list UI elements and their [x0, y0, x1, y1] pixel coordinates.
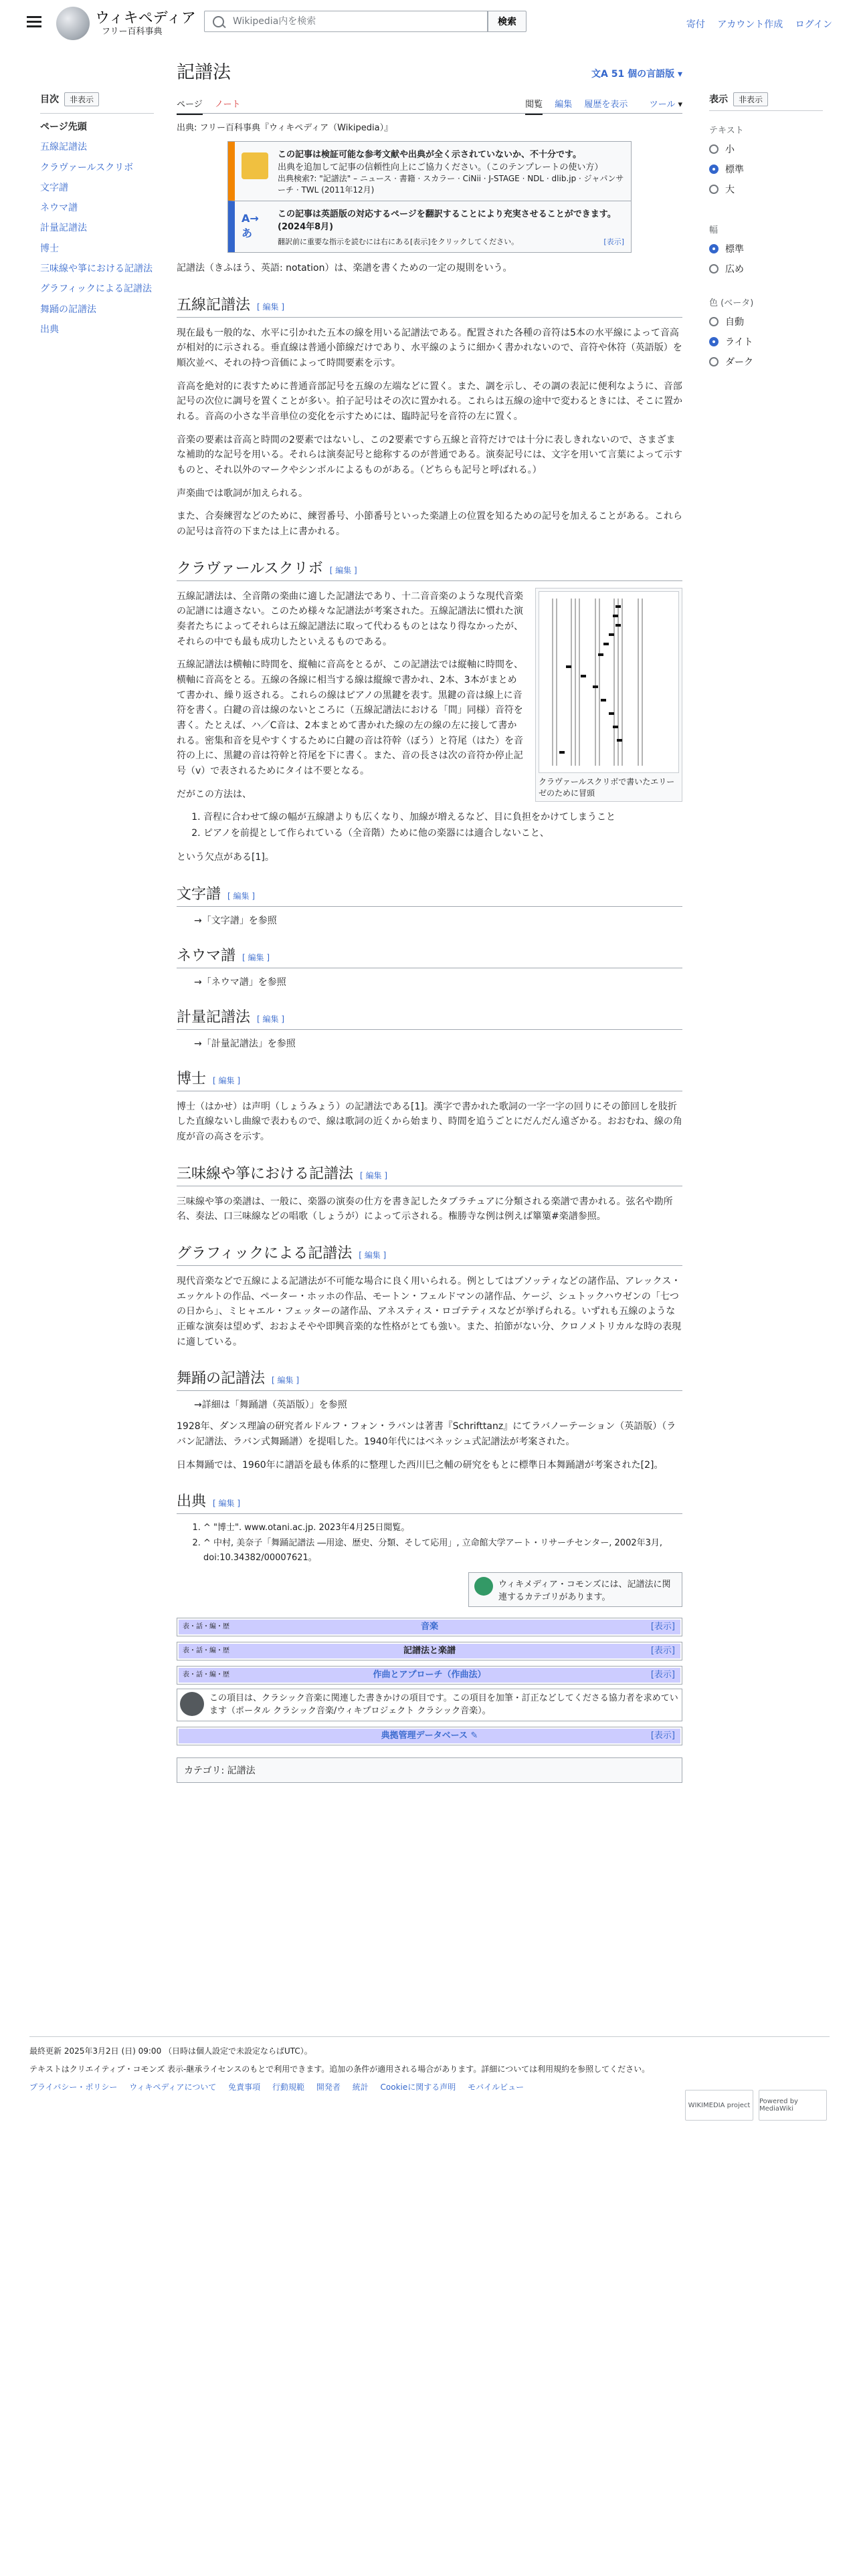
stub-text: この項目は、クラシック音楽に関連した書きかけの項目です。この項目を加筆・訂正などしてくださる協力者を求めています（ポータル クラシック音楽/ウィキプロジェクト クラシック音楽）。 [209, 1693, 678, 1717]
paragraph: 音楽の要素は音高と時間の2要素ではないし、この2要素ですら五線と音符だけでは十分に表しきれないので、さまざまな補助的な記号を用いる。それらは演奏記号と総称するのが普通である。演奏記号には、文字を用いて言葉によって示すものと、それ以外のマークやシンボルによるものがある。（どちらも記号と呼ばれる。） [177, 434, 682, 476]
edit-link[interactable]: [ 編集 ] [257, 1014, 285, 1024]
ambox-title: この記事は検証可能な参考文献や出典が全く示されていないか、不十分です。 [278, 150, 581, 160]
section-heading: 出典 [ 編集 ] [177, 1490, 682, 1514]
mediawiki-badge[interactable]: Powered by MediaWiki [759, 2090, 827, 2121]
paragraph: 音高を絶対的に表すために普通音部記号を五線の左端などに置く。また、調を示し、その調の表記に便利なように、音部記号の次位に調号を置くことが多い。拍子記号はその次に置かれる。これらは五線の途中で変わるときには、そこに置かれる。音高の小さな半音単位の変化を示すためには、臨時記号を音符の左に置く。 [177, 381, 682, 423]
radio-icon [709, 357, 719, 366]
authority-control [177, 1727, 682, 1745]
score-image[interactable] [539, 591, 679, 773]
list-item: 1. 音程に合わせて線の幅が五線譜よりも広くなり、加線が増えるなど、目に負担をかけてしまうこと [203, 810, 682, 826]
tab-page[interactable]: ページ [177, 100, 203, 115]
intro-paragraph: 記譜法（きふほう、英語: notation）は、楽譜を書くための一定の規則をいう。 [177, 263, 512, 274]
edit-link[interactable]: [ 編集 ] [213, 1499, 241, 1509]
appearance-heading: 表示 非表示 [709, 92, 823, 111]
composer-icon [180, 1692, 204, 1716]
section-heading: 舞踊の記譜法 [ 編集 ] [177, 1367, 682, 1391]
edit-link[interactable]: [ 編集 ] [359, 1251, 387, 1261]
ambox-title: この記事は英語版の対応するページを翻訳することにより充実させることができます。(2024年8月) [278, 209, 616, 232]
ambox-body: 出典を追加して記事の信頼性向上にご協力ください。（このテンプレートの使い方） [278, 163, 603, 173]
edit-link[interactable]: [ 編集 ] [329, 565, 357, 575]
category-box[interactable]: カテゴリ: 記譜法 [177, 1757, 682, 1783]
figure [535, 588, 682, 802]
radio-icon [709, 317, 719, 326]
width-standard[interactable]: 標準 [709, 242, 823, 255]
color-auto[interactable]: 自動 [709, 315, 823, 328]
radio-selected-icon [709, 165, 719, 174]
tab-edit[interactable]: 編集 [555, 100, 573, 110]
list [190, 810, 682, 842]
toc-item[interactable]: 舞踊の記譜法 [40, 304, 96, 315]
paragraph: 現在最も一般的な、水平に引かれた五本の線を用いる記譜法である。配置された各種の音符は5本の水平線によって音高が相対的に示される。垂直線は普通小節線だけであり、水平線のように細かく書かれないので、音符や休符（英語版）を順次並べ、それの持つ音価によって時間要素を示す。 [177, 327, 682, 369]
footer [29, 2036, 830, 2113]
figure-caption: クラヴァールスクリボで書いたエリーゼのために冒頭 [539, 776, 675, 798]
width-wide[interactable]: 広め [709, 262, 823, 276]
paragraph: という欠点がある[1]。 [177, 852, 274, 863]
divider [40, 113, 154, 114]
logo-title[interactable]: ウィキペディア [95, 10, 196, 27]
translate-icon: 文A [591, 69, 611, 80]
section-heading: ネウマ譜 [ 編集 ] [177, 944, 682, 968]
maintenance-box [227, 141, 632, 253]
paragraph: 五線記譜法は横軸に時間を、縦軸に音高をとるが、この記譜法では縦軸に時間を、横軸に音高をとる。五線の各線に相当する線は縦線で書かれ、2本、3本がまとめて書かれ、繰り返される。これらの線はピアノの黒鍵を表す。黒鍵の音は線上に音符を書く。白鍵の音は線のないところに（五線記譜法における「間」同様）音符を書く。たとえば、ハ／C音は、2本まとめて書かれた線の左の線の左に接して書かれる。密集和音を見やすくするために白鍵の音は符幹（ぼう）と符尾（はた）を音符の上に、黒鍵の音は符幹と符尾を下に書く。また、音の長さは次の音符か停止記号（v）で表されるためにタイは不要となる。 [177, 659, 523, 777]
toc-item[interactable]: グラフィックによる記譜法 [40, 284, 152, 295]
toc-item[interactable]: 計量記譜法 [40, 223, 87, 234]
reference-item: 2. ^ 中村, 美奈子「舞踊記譜法 ―用途、歴史、分類、そして応用」, 立命館大学アート・リサーチセンター, 2002年3月, doi:10.34382/00007621。 [203, 1536, 682, 1566]
user-links [677, 17, 832, 31]
toc-item[interactable]: 三味線や箏における記譜法 [40, 263, 153, 275]
toc-hide-button[interactable]: 非表示 [64, 92, 99, 106]
footer-link[interactable]: 行動規範 [272, 2082, 305, 2092]
last-edit: 最終更新 2025年3月2日 (日) 09:00 （日時は個人設定で未設定ならばUTC）。 [29, 2036, 830, 2056]
section-heading: クラヴァールスクリボ [ 編集 ] [177, 557, 682, 581]
toc-item-top[interactable]: ページ先頭 [40, 122, 87, 132]
toc-item[interactable]: クラヴァールスクリボ [40, 162, 134, 173]
see-also[interactable]: →「文字譜」を参照 [194, 915, 277, 926]
navbox [177, 1642, 682, 1660]
toc-item[interactable]: 博士 [40, 243, 59, 254]
text-size-small[interactable]: 小 [709, 142, 823, 156]
commons-text[interactable]: ウィキメディア・コモンズには、記譜法に関連するカテゴリがあります。 [498, 1579, 671, 1602]
section-heading: 計量記譜法 [ 編集 ] [177, 1006, 682, 1030]
paragraph: 現代音楽などで五線による記譜法が不可能な場合に良く用いられる。例としてはブソッティなどの諸作品、アレックス・エッケルトの作品、ペーター・ホッホの作品、モートン・フェルドマンの諸作品、ケージ、シュトックハウゼンの「七つの日から」、ミヒャエル・フェッターの諸作品、アネスティス・ロゴテティスなどが挙げられる。いずれも五線のような正確な演奏は望めず、おおよそやや即興音楽的な性格がとても強い。また、拍節がない分、クロノメトリカルな時の表現に適している。 [177, 1276, 682, 1348]
section-heading: 博士 [ 編集 ] [177, 1067, 682, 1091]
site-header [0, 0, 859, 45]
paragraph: 博士（はかせ）は声明（しょうみょう）の記譜法である[1]。漢字で書かれた歌詞の一字一字の回りにその節回しを肢折した直線ないし曲線で表わもので、線は歌詞の近くから始まり、時間を追うごとにだんだん遠ざかる。おおむね、線の角度が音の高さを示す。 [177, 1101, 682, 1143]
translate-icon: A→あ [242, 212, 259, 239]
paragraph: だがこの方法は、 [177, 788, 252, 800]
navbox-header[interactable]: 表・話・編・歴 作曲とアプローチ（作曲法） [表示] [179, 1668, 680, 1683]
tab-read[interactable]: 閲覧 [525, 100, 543, 115]
wikipedia-logo-icon[interactable] [56, 7, 90, 40]
color-light[interactable]: ライト [709, 335, 823, 348]
toc-item[interactable]: 五線記譜法 [40, 142, 87, 153]
footer-link[interactable]: Cookieに関する声明 [380, 2082, 456, 2092]
toc-item[interactable]: 文字譜 [40, 182, 68, 193]
edit-link[interactable]: [ 編集 ] [272, 1376, 300, 1386]
navbox [177, 1618, 682, 1636]
tab-tools[interactable]: ツール ▾ [649, 100, 682, 110]
page-tabs [177, 93, 682, 114]
text-size-label: テキスト [709, 126, 744, 136]
source-line: 出典: フリー百科事典『ウィキペディア（Wikipedia）』 [177, 123, 393, 133]
see-also[interactable]: →「計量記譜法」を参照 [194, 1038, 296, 1049]
section-heading: 五線記譜法 [ 編集 ] [177, 294, 682, 318]
list-item: 2. ピアノを前提として作られている（全音階）ために他の楽器には適合しないこと、 [203, 826, 682, 842]
show-toggle[interactable]: [表示] [603, 237, 624, 246]
text-size-large[interactable]: 大 [709, 183, 823, 196]
search-icon [213, 16, 224, 27]
paragraph: また、合奏練習などのために、練習番号、小節番号といった楽譜上の位置を知るための記号を加えることがある。これらの記号は音符の下または上に書かれる。 [177, 511, 682, 538]
reference-item: 1. ^ "博士". www.otani.ac.jp. 2023年4月25日閲覧。 [203, 1521, 682, 1535]
footer-link[interactable]: プライバシー・ポリシー [29, 2082, 118, 2092]
toc-heading: 目次 非表示 [40, 92, 154, 106]
article [177, 58, 682, 1783]
create-account-link[interactable]: アカウント作成 [717, 19, 783, 30]
edit-link[interactable]: [ 編集 ] [360, 1170, 388, 1180]
login-link[interactable]: ログイン [795, 19, 832, 30]
commons-logo-icon [474, 1577, 493, 1596]
section-heading: グラフィックによる記譜法 [ 編集 ] [177, 1242, 682, 1266]
appearance-hide-button[interactable]: 非表示 [733, 92, 768, 106]
wikimedia-badge[interactable]: WIKIMEDIA project [685, 2090, 753, 2121]
radio-icon [709, 144, 719, 154]
tab-history[interactable]: 履歴を表示 [584, 100, 628, 110]
see-also[interactable]: →「ネウマ譜」を参照 [194, 976, 286, 988]
ambox-search: 出典検索?: "記譜法" – ニュース · 書籍 · スカラー · CiNii · J-STAGE · NDL · dlib.jp · ジャパンサーチ · TWL (2011年12月) [278, 174, 624, 195]
donate-link[interactable]: 寄付 [686, 19, 705, 30]
appearance-panel [709, 92, 823, 368]
logo-subtitle: フリー百科事典 [102, 27, 163, 37]
width-label: 幅 [709, 225, 719, 235]
navbox-header[interactable]: 典拠管理データベース ✎ [表示] [179, 1729, 680, 1743]
see-also[interactable]: →詳細は「舞踊譜（英語版）」を参照 [194, 1400, 347, 1411]
table-of-contents [40, 92, 154, 336]
radio-selected-icon [709, 337, 719, 346]
radio-selected-icon [709, 244, 719, 253]
section-heading: 文字譜 [ 編集 ] [177, 883, 682, 907]
ambox-body: 翻訳前に重要な指示を読むには右にある[表示]をクリックしてください。 [278, 237, 519, 246]
book-icon [242, 152, 268, 179]
edit-link[interactable]: [ 編集 ] [257, 302, 285, 312]
paragraph: 1928年、ダンス理論の研究者ルドルフ・フォン・ラバンは著書『Schrifttanz』にてラバノーテーション（英語版）（ラバン記譜法、ラバン式舞踊譜）を提唱した。1940年代にはベネッシュ式記譜法が考案された。 [177, 1421, 676, 1448]
tab-talk[interactable]: ノート [214, 100, 241, 110]
radio-icon [709, 185, 719, 194]
menu-icon[interactable] [27, 16, 41, 30]
search-button[interactable]: 検索 [488, 11, 527, 32]
color-dark[interactable]: ダーク [709, 355, 823, 368]
license-text: テキストはクリエイティブ・コモンズ 表示-継承ライセンスのもとで利用できます。追加の条件が適用される場合があります。詳細については利用規約を参照してください。 [29, 2064, 650, 2074]
navbox-header[interactable]: 表・話・編・歴 音楽 [表示] [179, 1620, 680, 1634]
paragraph: 声楽曲では歌詞が加えられる。 [177, 488, 308, 499]
radio-icon [709, 264, 719, 274]
navbox [177, 1666, 682, 1685]
commons-box [468, 1572, 682, 1607]
references [190, 1521, 682, 1565]
footer-link[interactable]: 免責事項 [228, 2082, 261, 2092]
page-title: 記譜法 [177, 62, 231, 83]
search-input[interactable] [231, 11, 475, 31]
edit-link[interactable]: [ 編集 ] [242, 952, 270, 962]
section-heading: 三味線や箏における記譜法 [ 編集 ] [177, 1162, 682, 1186]
stub-box [177, 1689, 682, 1721]
paragraph: 日本舞踊では、1960年に譜語を最も体系的に整理した西川巳之輔の研究をもとに標準日本舞踊譜が考案された[2]。 [177, 1459, 664, 1471]
language-button[interactable]: 文A 51 個の言語版 ▾ [591, 69, 682, 80]
footer-link[interactable]: モバイルビュー [468, 2082, 524, 2092]
footer-link[interactable]: 開発者 [316, 2082, 341, 2092]
edit-link[interactable]: [ 編集 ] [227, 891, 256, 901]
footer-link[interactable]: 統計 [352, 2082, 369, 2092]
footer-link[interactable]: ウィキペディアについて [129, 2082, 217, 2092]
navbox-header[interactable]: 表・話・編・歴 記譜法と楽譜 [表示] [179, 1644, 680, 1658]
edit-link[interactable]: [ 編集 ] [213, 1075, 241, 1085]
text-size-standard[interactable]: 標準 [709, 163, 823, 176]
toc-item[interactable]: 出典 [40, 324, 59, 335]
toc-item[interactable]: ネウマ譜 [40, 203, 78, 214]
color-label: 色 (ベータ) [709, 298, 754, 308]
paragraph: 五線記譜法は、全音階の楽曲に適した記譜法であり、十二音音楽のような現代音楽の記譜には適さない。このため様々な記譜法が考案された。五線記譜法に慣れた演奏者たちによってそれらは五線記譜法に取って代わるものとはなり得なかったが、それらの中でも最も成功したといえるものである。 [177, 591, 523, 647]
paragraph: 三味線や箏の楽譜は、一般に、楽器の演奏の仕方を書き記したタブラチュアに分類される楽譜で書かれる。弦名や勘所名、奏法、口三味線などの唱歌（しょうが）によって示される。権勝寺な例は例えば篳篥#楽譜参照。 [177, 1196, 673, 1222]
search-box [204, 11, 488, 32]
